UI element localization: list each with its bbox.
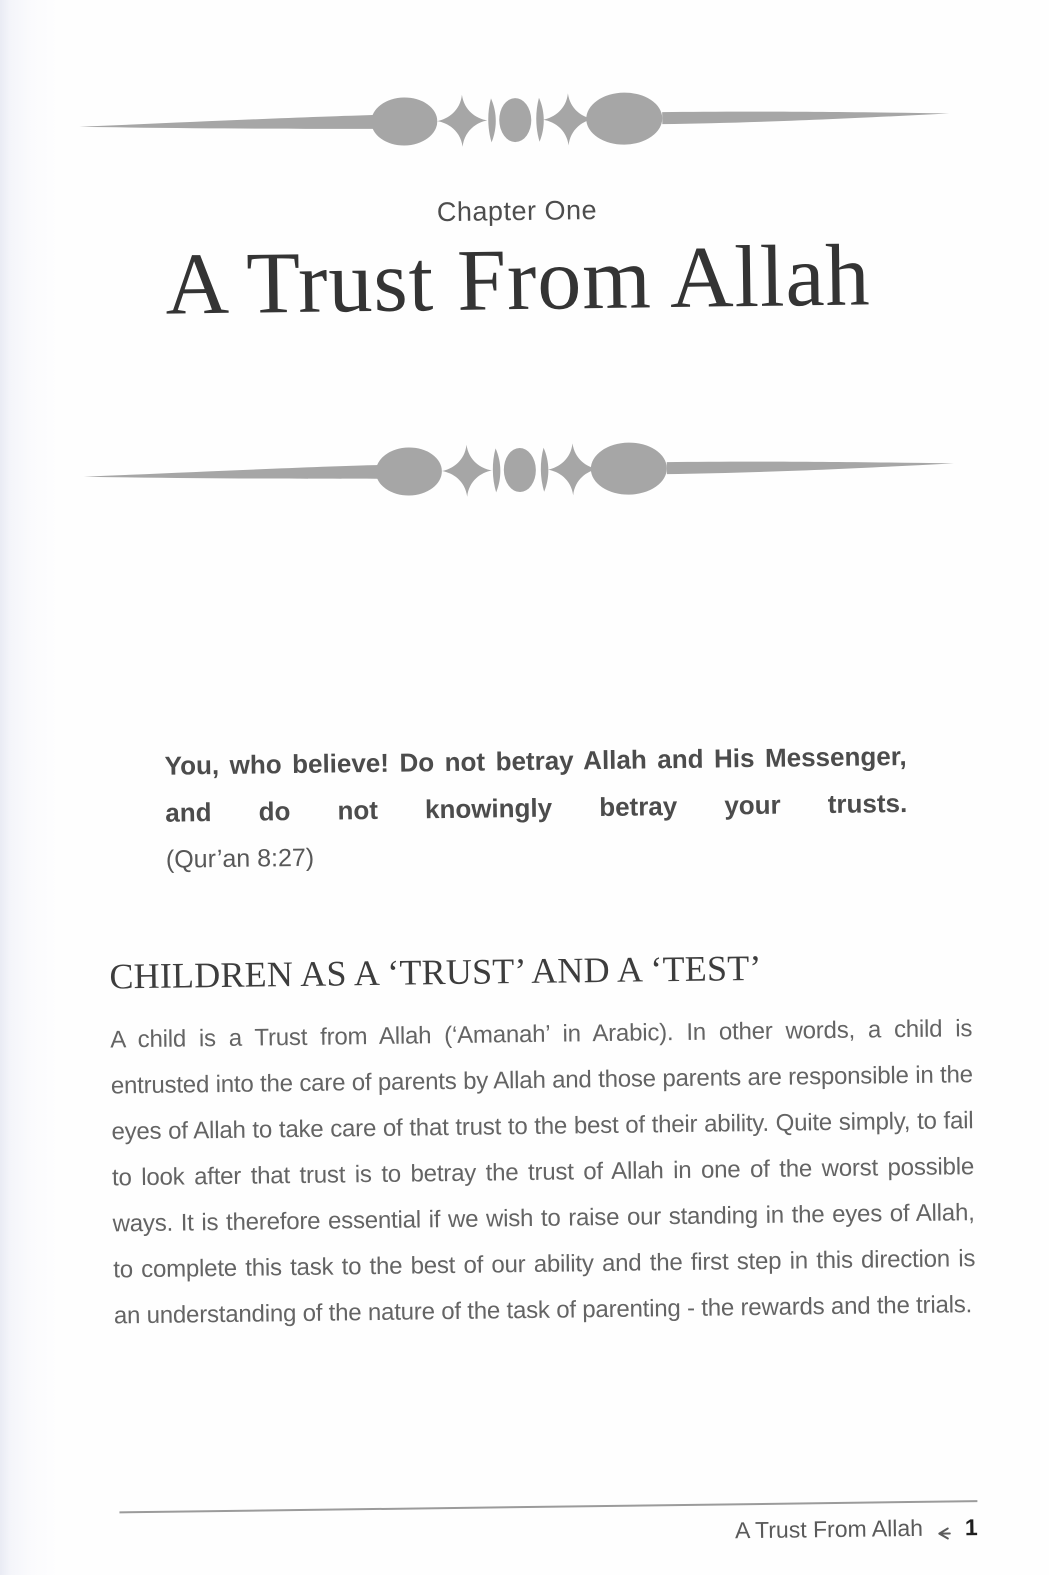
chapter-label: Chapter One [436,195,598,228]
chapter-title: A Trust From Allah [164,227,872,334]
footer-line [120,1514,978,1552]
running-title: A Trust From Allah [734,1514,924,1544]
page-number: 1 [964,1514,978,1541]
body-paragraph: A child is a Trust from Allah (‘Amanah’ in Arabic). In other words, a child is entrusted into the care of parents by Allah and those parents are responsible in the eyes of Allah to take care of that trust to the best of their ability. Quite simply, to fail to look after that trust is to betray the trust of Allah in one of the worst possible ways. It is therefore essential if we wish to raise our standing in the eyes of Allah, to complete this task to the best of our ability and the first step in this direction is an understanding of the nature of the task of parenting - the rewards and the trials. [110,1015,976,1330]
ornamental-divider-icon [83,432,954,507]
section-heading: CHILDREN AS A ‘TRUST’ AND A ‘TEST’ [109,947,762,997]
ornamental-divider-icon [79,82,950,157]
quran-quote-block [164,733,908,884]
quote-text: You, who believe! Do not betray Allah and His Messenger, and do not knowingly betray your trusts. [164,740,908,828]
footer-rule [119,1500,977,1513]
left-arrow-ornament-icon [935,1520,953,1536]
quote-citation: (Qur’an 8:27) [165,843,315,874]
page-footer [119,1500,977,1552]
